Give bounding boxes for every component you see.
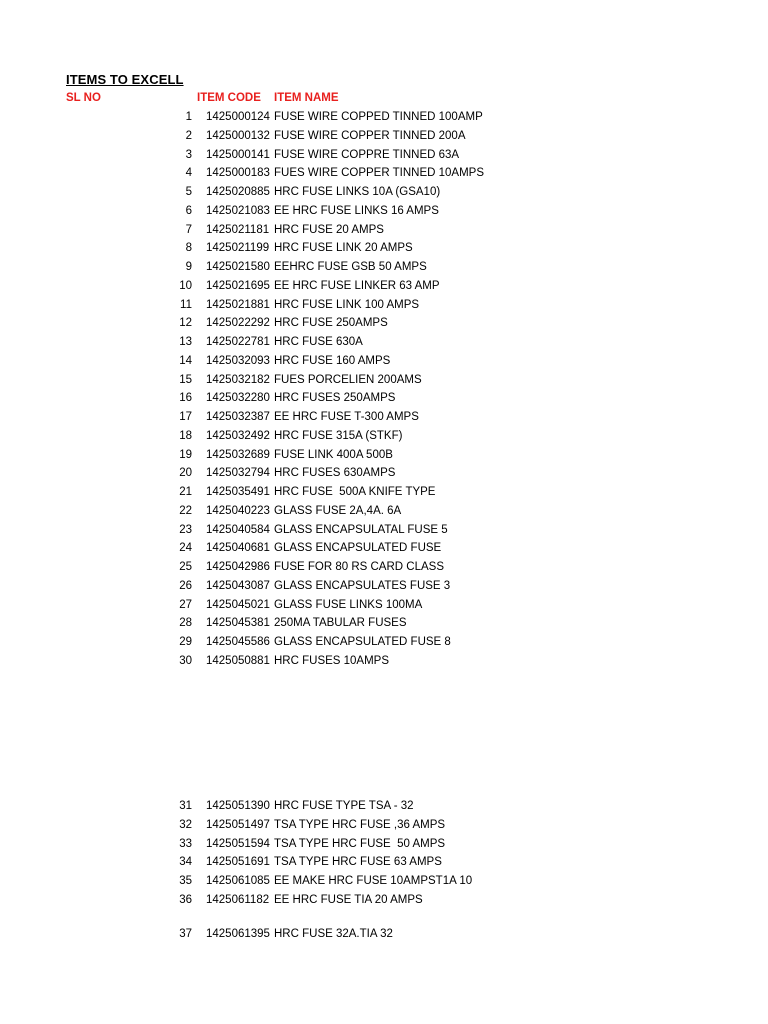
item-code-cell: 1425043087: [206, 579, 270, 592]
table-row: [0, 314, 768, 332]
item-code-cell: 1425021199: [206, 242, 270, 255]
item-code-cell: 1425050881: [206, 654, 270, 667]
item-name-cell: FUES PORCELIEN 200AMS: [274, 373, 422, 386]
item-name-cell: HRC FUSE 250AMPS: [274, 317, 388, 330]
table-row: [0, 797, 768, 815]
sl-no-cell: 33: [179, 837, 192, 850]
sl-no-cell: 22: [179, 504, 192, 517]
table-row: [0, 389, 768, 407]
table-row: [0, 427, 768, 445]
sl-no-cell: 26: [179, 579, 192, 592]
table-row: [0, 539, 768, 557]
sl-no-cell: 35: [179, 875, 192, 887]
table-row: [0, 464, 768, 482]
sl-no-cell: 1: [185, 111, 192, 123]
sl-no-cell: 9: [185, 261, 192, 273]
item-name-cell: HRC FUSE 160 AMPS: [274, 354, 391, 367]
item-code-cell: 1425000141: [206, 148, 270, 161]
table-row: [0, 258, 768, 276]
sl-no-cell: 4: [185, 167, 192, 180]
table-row: [0, 652, 768, 670]
item-code-cell: 1425040681: [206, 542, 270, 555]
item-code-cell: 1425061182: [206, 893, 270, 906]
table-row: [0, 925, 768, 943]
sl-no-cell: 31: [179, 800, 192, 812]
sl-no-cell: 29: [179, 636, 192, 648]
item-name-cell: HRC FUSES 250AMPS: [274, 392, 396, 405]
item-code-cell: 1425020885: [206, 186, 270, 198]
sl-no-cell: 24: [179, 542, 192, 555]
column-header-sl-no: SL NO: [66, 92, 101, 104]
table-row: [0, 872, 768, 890]
item-code-cell: 1425000124: [206, 111, 270, 123]
table-row: [0, 333, 768, 351]
table-row: [0, 891, 768, 909]
column-header-item-name: ITEM NAME: [274, 92, 339, 104]
table-row: [0, 277, 768, 295]
table-row: [0, 183, 768, 201]
table-row: [0, 835, 768, 853]
item-code-cell: 1425032280: [206, 392, 270, 405]
table-row: [0, 221, 768, 239]
table-row: [0, 127, 768, 145]
sl-no-cell: 21: [179, 486, 192, 498]
item-name-cell: HRC FUSES 10AMPS: [274, 654, 390, 667]
sl-no-cell: 12: [179, 317, 192, 330]
item-name-cell: FUSE FOR 80 RS CARD CLASS: [274, 561, 444, 573]
sl-no-cell: 34: [179, 856, 192, 869]
item-code-cell: 1425021083: [206, 204, 270, 217]
table-row: [0, 446, 768, 464]
sl-no-cell: 18: [179, 429, 192, 442]
item-name-cell: FUSE LINK 400A 500B: [274, 448, 393, 461]
item-code-cell: 1425045586: [206, 636, 270, 648]
table-row: [0, 108, 768, 126]
item-code-cell: 1425035491: [206, 486, 270, 498]
item-name-cell: GLASS ENCAPSULATED FUSE 8: [274, 636, 451, 648]
sl-no-cell: 20: [179, 467, 192, 480]
sl-no-cell: 15: [179, 373, 192, 386]
item-name-cell: HRC FUSE LINKS 10A (GSA10): [274, 186, 441, 198]
item-code-cell: 1425032093: [206, 354, 270, 367]
item-name-cell: FUSE WIRE COPPRE TINNED 63A: [274, 148, 460, 161]
item-code-cell: 1425032794: [206, 467, 270, 480]
table-row: [0, 408, 768, 426]
item-name-cell: TSA TYPE HRC FUSE ,36 AMPS: [274, 818, 446, 831]
item-name-cell: EE HRC FUSE T-300 AMPS: [274, 411, 419, 423]
item-code-cell: 1425021181: [206, 223, 270, 236]
item-name-cell: GLASS ENCAPSULATES FUSE 3: [274, 579, 451, 592]
item-code-cell: 1425000132: [206, 129, 270, 142]
item-name-cell: FUSE WIRE COPPED TINNED 100AMP: [274, 111, 483, 123]
item-code-cell: 1425040584: [206, 523, 270, 536]
sl-no-cell: 36: [179, 893, 192, 906]
item-code-cell: 1425032387: [206, 411, 270, 423]
item-name-cell: EEHRC FUSE GSB 50 AMPS: [274, 261, 427, 273]
table-row: [0, 239, 768, 257]
sl-no-cell: 3: [185, 148, 192, 161]
table-row: [0, 614, 768, 632]
sl-no-cell: 32: [179, 818, 192, 831]
sl-no-cell: 2: [185, 129, 192, 142]
item-code-cell: 1425022781: [206, 336, 270, 348]
item-name-cell: HRC FUSE 20 AMPS: [274, 223, 384, 236]
table-row: [0, 146, 768, 164]
item-code-cell: 1425051691: [206, 856, 270, 869]
sl-no-cell: 14: [179, 354, 192, 367]
item-code-cell: 1425051594: [206, 837, 270, 850]
table-row: [0, 853, 768, 871]
sl-no-cell: 6: [185, 204, 192, 217]
item-name-cell: GLASS ENCAPSULATAL FUSE 5: [274, 523, 448, 536]
sl-no-cell: 17: [179, 411, 192, 423]
item-code-cell: 1425051390: [206, 800, 270, 812]
sl-no-cell: 8: [185, 242, 192, 255]
item-code-cell: 1425022292: [206, 317, 270, 330]
sl-no-cell: 11: [180, 298, 192, 311]
table-row: [0, 596, 768, 614]
table-row: [0, 558, 768, 576]
item-name-cell: HRC FUSE LINK 20 AMPS: [274, 242, 413, 255]
item-name-cell: EE HRC FUSE TIA 20 AMPS: [274, 893, 423, 906]
sl-no-cell: 7: [185, 223, 192, 236]
table-row: [0, 164, 768, 182]
item-name-cell: FUES WIRE COPPER TINNED 10AMPS: [274, 167, 485, 180]
sl-no-cell: 30: [179, 654, 192, 667]
item-name-cell: TSA TYPE HRC FUSE 63 AMPS: [274, 856, 442, 869]
item-name-cell: HRC FUSE 32A.TIA 32: [274, 928, 393, 940]
item-code-cell: 1425061085: [206, 875, 270, 887]
item-code-cell: 1425021580: [206, 261, 270, 273]
item-name-cell: GLASS FUSE 2A,4A. 6A: [274, 504, 402, 517]
item-name-cell: GLASS FUSE LINKS 100MA: [274, 598, 423, 611]
table-row: [0, 296, 768, 314]
item-code-cell: 1425021881: [206, 298, 270, 311]
sl-no-cell: 25: [179, 561, 192, 573]
table-row: [0, 483, 768, 501]
sl-no-cell: 5: [185, 186, 192, 198]
item-name-cell: GLASS ENCAPSULATED FUSE: [274, 542, 442, 555]
item-code-cell: 1425000183: [206, 167, 270, 180]
sl-no-cell: 27: [179, 598, 192, 611]
column-header-item-code: ITEM CODE: [197, 92, 261, 104]
item-name-cell: HRC FUSE 315A (STKF): [274, 429, 403, 442]
item-code-cell: 1425051497: [206, 818, 270, 831]
table-row: [0, 816, 768, 834]
table-row: [0, 202, 768, 220]
item-code-cell: 1425045381: [206, 617, 270, 630]
item-name-cell: HRC FUSES 630AMPS: [274, 467, 396, 480]
item-code-cell: 1425061395: [206, 928, 270, 940]
table-row: [0, 371, 768, 389]
sl-no-cell: 19: [179, 448, 192, 461]
item-name-cell: HRC FUSE 500A KNIFE TYPE: [274, 486, 436, 498]
sl-no-cell: 16: [179, 392, 192, 405]
sl-no-cell: 28: [179, 617, 192, 630]
item-name-cell: HRC FUSE TYPE TSA - 32: [274, 800, 414, 812]
item-code-cell: 1425021695: [206, 279, 270, 292]
item-code-cell: 1425032689: [206, 448, 270, 461]
table-row: [0, 521, 768, 539]
item-name-cell: TSA TYPE HRC FUSE 50 AMPS: [274, 837, 446, 850]
item-name-cell: EE MAKE HRC FUSE 10AMPST1A 10: [274, 875, 473, 887]
table-row: [0, 633, 768, 651]
item-code-cell: 1425032492: [206, 429, 270, 442]
sl-no-cell: 10: [179, 279, 192, 292]
item-name-cell: EE HRC FUSE LINKER 63 AMP: [274, 279, 440, 292]
sl-no-cell: 37: [179, 928, 192, 940]
item-name-cell: EE HRC FUSE LINKS 16 AMPS: [274, 204, 439, 217]
sl-no-cell: 23: [179, 523, 192, 536]
item-name-cell: HRC FUSE LINK 100 AMPS: [274, 298, 420, 311]
table-row: [0, 352, 768, 370]
item-name-cell: HRC FUSE 630A: [274, 336, 363, 348]
document-title: ITEMS TO EXCELL: [66, 72, 184, 87]
item-name-cell: FUSE WIRE COPPER TINNED 200A: [274, 129, 466, 142]
sl-no-cell: 13: [179, 336, 192, 348]
item-code-cell: 1425042986: [206, 561, 270, 573]
table-row: [0, 577, 768, 595]
item-code-cell: 1425032182: [206, 373, 270, 386]
table-row: [0, 502, 768, 520]
item-code-cell: 1425045021: [206, 598, 270, 611]
item-code-cell: 1425040223: [206, 504, 270, 517]
item-name-cell: 250MA TABULAR FUSES: [274, 617, 407, 630]
